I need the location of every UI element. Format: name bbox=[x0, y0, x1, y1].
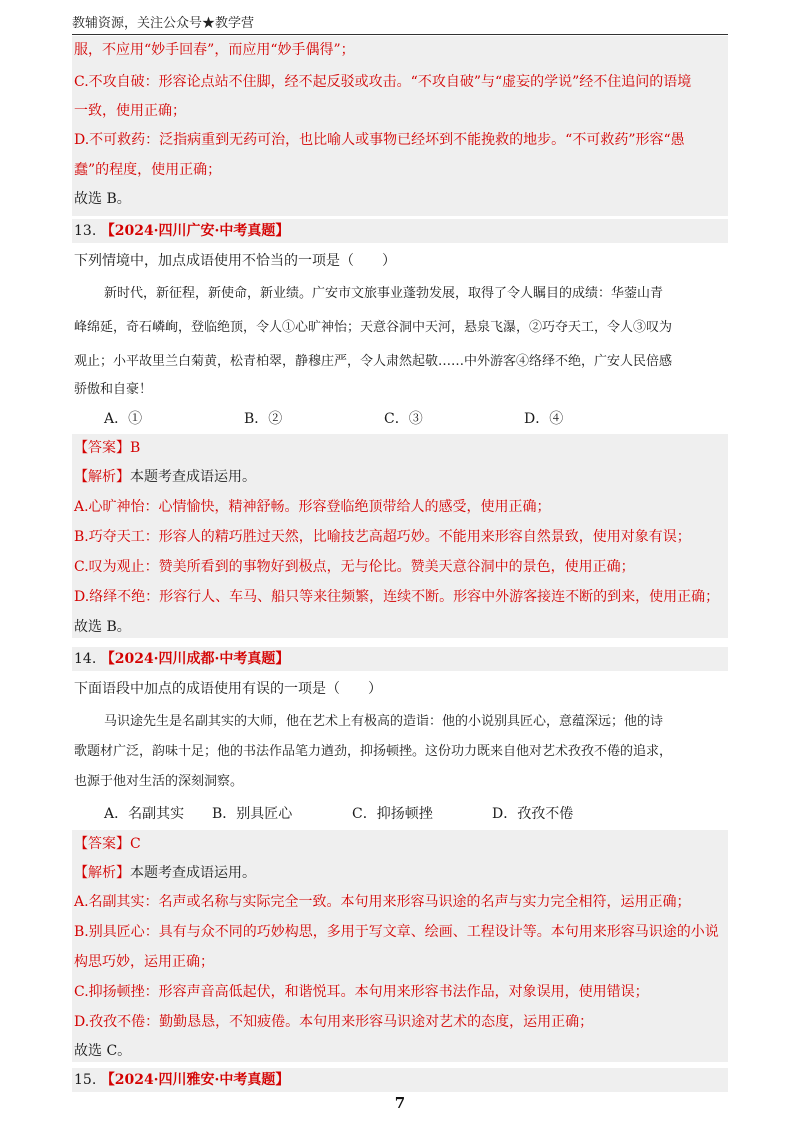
q14-option-b[interactable]: B．别具匠心 bbox=[212, 806, 293, 822]
q13-analysis-a: A.心旷神怡：心情愉快，精神舒畅。形容登临绝顶带给人的感受，使用正确； bbox=[74, 499, 551, 515]
q14-option-c[interactable]: C．抑扬顿挫 bbox=[352, 806, 433, 822]
q14-analysis-text: 本题考查成语运用。 bbox=[130, 865, 256, 881]
q14-option-a[interactable]: A．名副其实 bbox=[104, 806, 185, 822]
q13-analysis-c: C.叹为观止：赞美所看到的事物好到极点，无与伦比。赞美天意谷洞中的景色，使用正确； bbox=[74, 559, 635, 575]
q14-stem: 下面语段中加点的成语使用有误的一项是（ ） bbox=[74, 681, 382, 697]
q13-source-tag: 【2024·四川广安·中考真题】 bbox=[100, 223, 290, 239]
q14-analysis-c: C.抑扬顿挫：形容声音高低起伏，和谐悦耳。本句用来形容书法作品，对象误用，使用错误； bbox=[74, 984, 649, 1000]
q14-analysis-label: 【解析】 bbox=[74, 865, 130, 881]
prev-conclusion: 故选 B。 bbox=[74, 191, 131, 207]
q13-number: 13. bbox=[74, 223, 97, 239]
page-number: 7 bbox=[394, 1094, 406, 1112]
q13-conclusion: 故选 B。 bbox=[74, 619, 131, 635]
q13-option-b[interactable]: B．② bbox=[244, 411, 283, 427]
q14-answer: 【答案】C bbox=[74, 836, 141, 852]
prev-explanation-block bbox=[72, 36, 728, 216]
q13-option-c[interactable]: C．③ bbox=[384, 411, 423, 427]
q14-number: 14. bbox=[74, 651, 97, 667]
q14-analysis-d: D.孜孜不倦：勤勤恳恳，不知疲倦。本句用来形容马识途对艺术的态度，运用正确； bbox=[74, 1014, 594, 1030]
q14-title bbox=[74, 649, 289, 669]
q13-option-a[interactable]: A．① bbox=[104, 411, 143, 427]
q13-option-d[interactable]: D．④ bbox=[524, 411, 564, 427]
q13-analysis-label: 【解析】 bbox=[74, 469, 130, 485]
q14-source-tag: 【2024·四川成都·中考真题】 bbox=[100, 651, 290, 667]
q14-analysis-b-cont: 构思巧妙，运用正确； bbox=[74, 954, 214, 970]
q13-title bbox=[74, 221, 289, 241]
prev-line-4: D.不可救药：泛指病重到无药可治，也比喻人或事物已经坏到不能挽救的地步。“不可救药”形容“愚 bbox=[74, 132, 685, 148]
q13-analysis-text: 本题考查成语运用。 bbox=[130, 469, 256, 485]
q14-passage-line-1: 马识途先生是名副其实的大师，他在艺术上有极高的造诣：他的小说别具匠心，意蕴深远；他的诗 bbox=[104, 714, 664, 729]
prev-line-3: 一致，使用正确； bbox=[74, 103, 186, 119]
q14-conclusion: 故选 C。 bbox=[74, 1043, 132, 1059]
q13-passage-line-3: 观止；小平故里兰白菊黄，松青柏翠，静穆庄严，令人肃然起敬……中外游客④络绎不绝，广安人民倍感 bbox=[74, 354, 673, 369]
q15-source-tag: 【2024·四川雅安·中考真题】 bbox=[100, 1072, 290, 1088]
q15-number: 15. bbox=[74, 1072, 97, 1088]
q13-options bbox=[104, 409, 563, 429]
q13-passage-line-2: 峰绵延，奇石嶙峋，登临绝顶，令人①心旷神怡；天意谷洞中天河，悬泉飞瀑，②巧夺天工，令人③叹为 bbox=[74, 320, 673, 335]
q13-analysis-d: D.络绎不绝：形容行人、车马、船只等来往频繁，连续不断。形容中外游客接连不断的到来，使用正确； bbox=[74, 589, 720, 605]
q13-stem: 下列情境中，加点成语使用不恰当的一项是（ ） bbox=[74, 253, 396, 269]
q13-passage-line-4: 骄傲和自豪！ bbox=[74, 382, 153, 397]
q14-passage-line-2: 歌题材广泛，韵味十足；他的书法作品笔力遒劲，抑扬顿挫。这份功力既来自他对艺术孜孜不倦的追求， bbox=[74, 744, 673, 759]
q14-options bbox=[104, 804, 573, 824]
q13-analysis-b: B.巧夺天工：形容人的精巧胜过天然，比喻技艺高超巧妙。不能用来形容自然景致，使用对象有误； bbox=[74, 529, 691, 545]
q13-analysis-intro bbox=[74, 467, 256, 487]
q13-passage-line-1: 新时代，新征程，新使命，新业绩。广安市文旅事业蓬勃发展，取得了令人瞩目的成绩：华蓥山青 bbox=[104, 286, 664, 301]
prev-line-2: C.不攻自破：形容论点站不住脚，经不起反驳或攻击。“不攻自破”与“虚妄的学说”经不住追问的语境 bbox=[74, 74, 692, 90]
q14-analysis-b: B.别具匠心：具有与众不同的巧妙构思，多用于写文章、绘画、工程设计等。本句用来形容马识途的小说 bbox=[74, 924, 719, 940]
q14-passage-line-3: 也源于他对生活的深刻洞察。 bbox=[74, 774, 244, 789]
prev-line-1: 服，不应用“妙手回春”，而应用“妙手偶得”； bbox=[74, 42, 355, 58]
q13-answer: 【答案】B bbox=[74, 440, 141, 456]
q15-title bbox=[74, 1070, 289, 1090]
q14-analysis-a: A.名副其实：名声或名称与实际完全一致。本句用来形容马识途的名声与实力完全相符，运用正确； bbox=[74, 894, 691, 910]
q14-option-d[interactable]: D．孜孜不倦 bbox=[492, 806, 574, 822]
page-header: 教辅资源，关注公众号★教学营 bbox=[72, 12, 728, 35]
prev-line-5: 蠢”的程度，使用正确； bbox=[74, 162, 222, 178]
q14-analysis-intro bbox=[74, 863, 256, 883]
